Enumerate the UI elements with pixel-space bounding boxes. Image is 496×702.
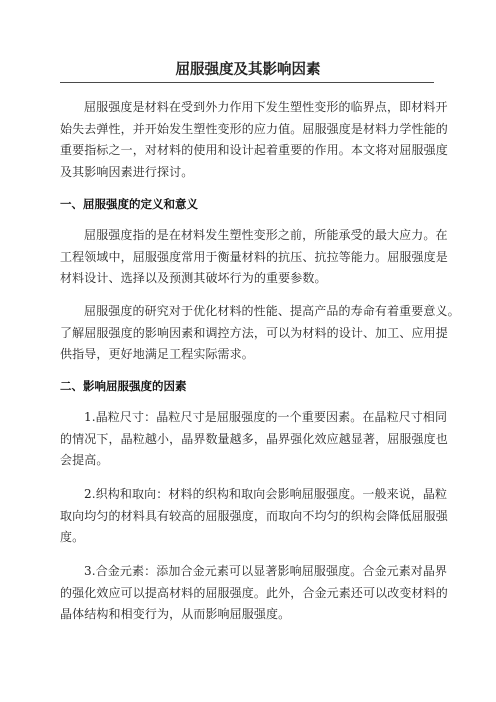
section-1-paragraph-1: [60, 225, 450, 290]
title-underline: [60, 82, 434, 83]
text-line: 材料设计、选择以及预测其破坏行为的重要参数。: [60, 271, 327, 286]
text-line: 屈服强度是材料在受到外力作用下发生塑性变形的临界点，即材料开: [84, 100, 448, 114]
text-line: 的强化效应可以提高材料的屈服强度。此外，合金元素还可以改变材料的: [60, 585, 448, 600]
text-line: 屈服强度的研究对于优化材料的性能、提高产品的寿命有着重要意义。: [84, 304, 460, 318]
text-line: 晶体结构和相变行为，从而影响屈服强度。: [60, 607, 291, 622]
section-2-paragraph-1: [60, 407, 450, 472]
document-title: 屈服强度及其影响因素: [175, 61, 321, 78]
text-line: 1.晶粒尺寸：晶粒尺寸是屈服强度的一个重要因素。在晶粒尺寸相同: [84, 410, 448, 424]
intro-paragraph: [60, 97, 450, 183]
section-2-paragraph-2: [60, 484, 450, 549]
text-line: 3.合金元素：添加合金元素可以显著影响屈服强度。合金元素对晶界: [84, 564, 448, 578]
text-line: 始失去弹性，并开始发生塑性变形的应力值。屈服强度是材料力学性能的: [60, 121, 448, 136]
text-line: 会提高。: [60, 453, 109, 468]
section-2-paragraph-3: [60, 561, 450, 626]
text-line: 度。: [60, 530, 85, 545]
section-1-heading: 一、屈服强度的定义和意义: [60, 197, 198, 211]
text-line: 2.织构和取向：材料的织构和取向会影响屈服强度。一般来说，晶粒: [84, 487, 448, 501]
text-line: 屈服强度指的是在材料发生塑性变形之前，所能承受的最大应力。在: [84, 228, 448, 242]
text-line: 取向均匀的材料具有较高的屈服强度，而取向不均匀的织构会降低屈服强: [60, 508, 448, 523]
section-1-paragraph-2: [60, 301, 460, 366]
text-line: 及其影响因素进行探讨。: [60, 164, 194, 179]
text-line: 了解屈服强度的影响因素和调控方法，可以为材料的设计、加工、应用提: [60, 325, 448, 340]
text-line: 工程领域中，屈服强度常用于衡量材料的抗压、抗拉等能力。屈服强度是: [60, 249, 448, 264]
text-line: 的情况下，晶粒越小，晶界数量越多，晶界强化效应越显著，屈服强度也: [60, 431, 448, 446]
section-2-heading: 二、影响屈服强度的因素: [60, 379, 187, 393]
text-line: 重要指标之一，对材料的使用和设计起着重要的作用。本文将对屈服强度: [60, 143, 448, 158]
text-line: 供指导，更好地满足工程实际需求。: [60, 347, 254, 362]
